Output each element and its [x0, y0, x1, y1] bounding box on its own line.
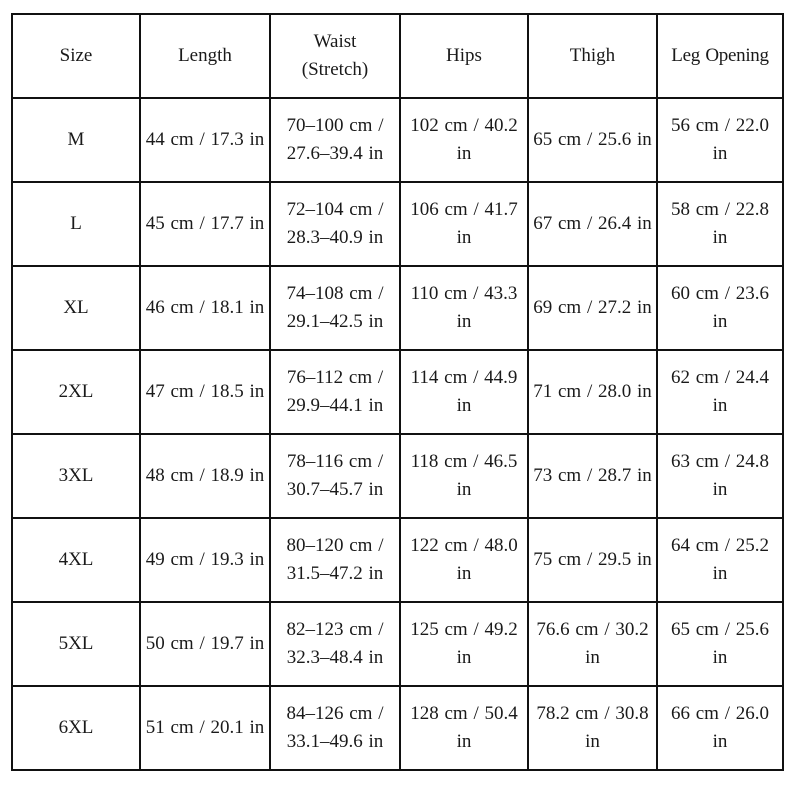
length-cell: 49 cm / 19.3 in [140, 518, 270, 602]
size-chart-body [12, 98, 783, 770]
waist-cell: 70–100 cm / 27.6–39.4 in [270, 98, 400, 182]
thigh-cell: 73 cm / 28.7 in [528, 434, 657, 518]
header-leg-opening: Leg Opening [657, 14, 783, 98]
length-cell: 51 cm / 20.1 in [140, 686, 270, 770]
thigh-cell: 65 cm / 25.6 in [528, 98, 657, 182]
table-row [12, 686, 783, 770]
hips-cell: 128 cm / 50.4 in [400, 686, 528, 770]
header-row [12, 14, 783, 98]
waist-cell: 74–108 cm / 29.1–42.5 in [270, 266, 400, 350]
table-row [12, 434, 783, 518]
leg-opening-cell: 58 cm / 22.8 in [657, 182, 783, 266]
leg-opening-cell: 65 cm / 25.6 in [657, 602, 783, 686]
thigh-cell: 71 cm / 28.0 in [528, 350, 657, 434]
table-row [12, 182, 783, 266]
header-length: Length [140, 14, 270, 98]
leg-opening-cell: 56 cm / 22.0 in [657, 98, 783, 182]
waist-cell: 84–126 cm / 33.1–49.6 in [270, 686, 400, 770]
size-cell: 6XL [12, 686, 140, 770]
size-chart-header [12, 14, 783, 98]
size-cell: 4XL [12, 518, 140, 602]
waist-cell: 82–123 cm / 32.3–48.4 in [270, 602, 400, 686]
waist-cell: 72–104 cm / 28.3–40.9 in [270, 182, 400, 266]
leg-opening-cell: 60 cm / 23.6 in [657, 266, 783, 350]
thigh-cell: 76.6 cm / 30.2 in [528, 602, 657, 686]
table-row [12, 266, 783, 350]
size-chart-table [11, 13, 784, 771]
size-cell: 2XL [12, 350, 140, 434]
leg-opening-cell: 66 cm / 26.0 in [657, 686, 783, 770]
size-cell: 3XL [12, 434, 140, 518]
waist-cell: 80–120 cm / 31.5–47.2 in [270, 518, 400, 602]
thigh-cell: 67 cm / 26.4 in [528, 182, 657, 266]
table-row [12, 602, 783, 686]
thigh-cell: 78.2 cm / 30.8 in [528, 686, 657, 770]
table-row [12, 98, 783, 182]
waist-cell: 76–112 cm / 29.9–44.1 in [270, 350, 400, 434]
leg-opening-cell: 64 cm / 25.2 in [657, 518, 783, 602]
size-cell: 5XL [12, 602, 140, 686]
size-cell: XL [12, 266, 140, 350]
header-hips: Hips [400, 14, 528, 98]
thigh-cell: 69 cm / 27.2 in [528, 266, 657, 350]
hips-cell: 106 cm / 41.7 in [400, 182, 528, 266]
hips-cell: 110 cm / 43.3 in [400, 266, 528, 350]
thigh-cell: 75 cm / 29.5 in [528, 518, 657, 602]
header-thigh: Thigh [528, 14, 657, 98]
waist-cell: 78–116 cm / 30.7–45.7 in [270, 434, 400, 518]
length-cell: 47 cm / 18.5 in [140, 350, 270, 434]
length-cell: 45 cm / 17.7 in [140, 182, 270, 266]
header-size: Size [12, 14, 140, 98]
hips-cell: 122 cm / 48.0 in [400, 518, 528, 602]
size-cell: L [12, 182, 140, 266]
hips-cell: 114 cm / 44.9 in [400, 350, 528, 434]
size-cell: M [12, 98, 140, 182]
header-waist: Waist (Stretch) [270, 14, 400, 98]
hips-cell: 118 cm / 46.5 in [400, 434, 528, 518]
table-row [12, 518, 783, 602]
length-cell: 44 cm / 17.3 in [140, 98, 270, 182]
length-cell: 46 cm / 18.1 in [140, 266, 270, 350]
leg-opening-cell: 63 cm / 24.8 in [657, 434, 783, 518]
length-cell: 50 cm / 19.7 in [140, 602, 270, 686]
length-cell: 48 cm / 18.9 in [140, 434, 270, 518]
hips-cell: 125 cm / 49.2 in [400, 602, 528, 686]
leg-opening-cell: 62 cm / 24.4 in [657, 350, 783, 434]
hips-cell: 102 cm / 40.2 in [400, 98, 528, 182]
table-row [12, 350, 783, 434]
